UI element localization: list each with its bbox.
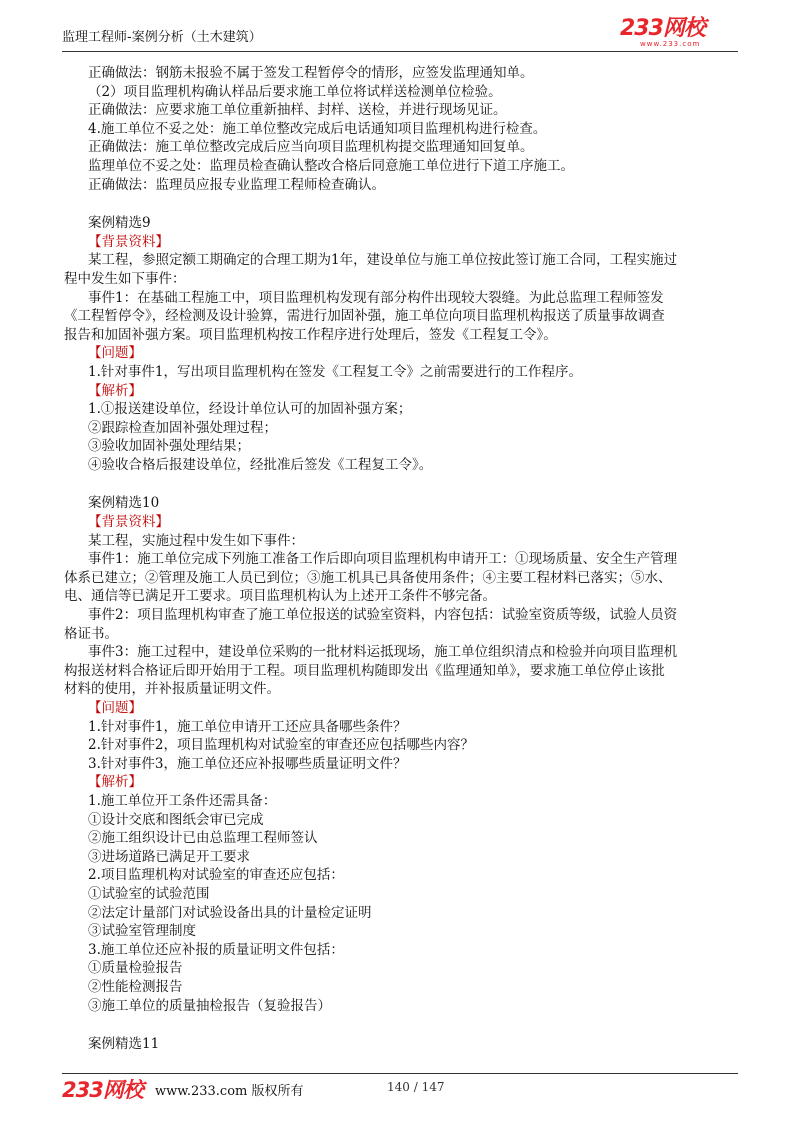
text-line: ②跟踪检查加固补强处理过程； [88, 419, 277, 436]
text-line: 正确做法：应要求施工单位重新抽样、封样、送检，并进行现场见证。 [88, 102, 507, 119]
text-line: 正确做法：监理员应报专业监理工程师检查确认。 [88, 176, 385, 193]
section-tag: 【解析】 [88, 774, 142, 791]
case-heading: 案例精选10 [88, 495, 160, 512]
paragraph-continuation: 格证书。 [64, 625, 118, 642]
text-line: 2.项目监理机构对试验室的审查还应包括： [88, 867, 344, 884]
section-tag: 【背景资料】 [88, 233, 169, 250]
text-line: 1.施工单位开工条件还需具备： [88, 792, 277, 809]
paragraph-continuation: 电、通信等已满足开工要求。项目监理机构认为上述开工条件不够完备。 [64, 588, 496, 605]
paragraph-continuation: 材料的使用，并补报质量证明文件。 [64, 681, 280, 698]
paragraph-line: 事件2：项目监理机构审查了施工单位报送的试验室资料，内容包括：试验室资质等级，试验人员资 [88, 607, 678, 624]
text-line: 4.施工单位不妥之处：施工单位整改完成后电话通知项目监理机构进行检查。 [88, 120, 547, 137]
text-line: ①质量检验报告 [88, 960, 183, 977]
text-line: （2）项目监理机构确认样品后要求施工单位将试样送检测单位检验。 [88, 83, 502, 100]
brand-logo-text: 233网校 [620, 16, 705, 41]
text-line: ③施工单位的质量抽检报告（复验报告） [88, 997, 331, 1014]
text-line: ①设计交底和图纸会审已完成 [88, 811, 264, 828]
text-line: 1.①报送建设单位，经设计单位认可的加固补强方案； [88, 401, 412, 418]
text-line: ②施工组织设计已由总监理工程师签认 [88, 830, 318, 847]
text-line: ②性能检测报告 [88, 978, 183, 995]
text-line: ③试验室管理制度 [88, 923, 196, 940]
text-line: ④验收合格后报建设单位，经批准后签发《工程复工令》。 [88, 456, 433, 473]
text-line: 3.施工单位还应补报的质量证明文件包括： [88, 941, 344, 958]
brand-logo [620, 18, 748, 48]
header-divider [62, 51, 738, 52]
text-line: 正确做法：施工单位整改完成后应当向项目监理机构提交监理通知回复单。 [88, 139, 534, 156]
section-tag: 【问题】 [88, 700, 142, 716]
section-tag: 【解析】 [88, 382, 142, 399]
case-heading: 案例精选11 [88, 1036, 160, 1053]
paragraph-continuation: 构报送材料合格证后即开始用于工程。项目监理机构随即发出《监理通知单》，要求施工单位停止该批 [64, 662, 665, 679]
case-heading: 案例精选9 [88, 215, 151, 232]
text-line: ③验收加固补强处理结果； [88, 438, 250, 455]
footer-divider [62, 1073, 738, 1074]
paragraph-line: 某工程，参照定额工期确定的合理工期为1年，建设单位与施工单位按此签订施工合同，工程实施过 [88, 252, 678, 269]
paragraph-line: 事件1：在基础工程施工中，项目监理机构发现有部分构件出现较大裂缝。为此总监理工程师签发 [88, 289, 664, 306]
paragraph-gap [88, 1015, 743, 1035]
page-number: 140 / 147 [387, 1080, 445, 1094]
paragraph-line: 某工程，实施过程中发生如下事件： [88, 532, 304, 549]
text-line: ③进场道路已满足开工要求 [88, 848, 250, 865]
footer-logo: 233网校 [62, 1078, 143, 1102]
text-line: 1.针对事件1，施工单位申请开工还应具备哪些条件？ [88, 718, 407, 735]
paragraph-gap [88, 194, 743, 214]
paragraph-line: 事件1：施工单位完成下列施工准备工作后即向项目监理机构申请开工：①现场质量、安全生产管理 [88, 551, 678, 568]
document-body [64, 64, 743, 1054]
section-tag: 【问题】 [88, 345, 142, 362]
paragraph-continuation: 程中发生如下事件： [64, 270, 186, 287]
paragraph-gap [88, 474, 743, 494]
paragraph-line: 事件3：施工过程中，建设单位采购的一批材料运抵现场，施工单位组织清点和检验并向项目监理机 [88, 644, 678, 661]
footer-copyright: www.233.com 版权所有 [155, 1084, 304, 1099]
paragraph-continuation: 《工程暂停令》，经检测及设计验算，需进行加固补强，施工单位向项目监理机构报送了质量事故调查 [64, 308, 665, 325]
text-line: ①试验室的试验范围 [88, 885, 210, 902]
paragraph-continuation: 报告和加固补强方案。项目监理机构按工作程序进行处理后，签发《工程复工令》。 [64, 326, 557, 343]
paragraph-continuation: 体系已建立；②管理及施工人员已到位；③施工机具已具备使用条件；④主要工程材料已落实；⑤水、 [64, 569, 672, 586]
brand-logo-url: www.233.com [640, 40, 701, 48]
text-line: 监理单位不妥之处：监理员检查确认整改合格后同意施工单位进行下道工序施工。 [88, 157, 574, 174]
section-tag: 【背景资料】 [88, 514, 169, 531]
text-line: 2.针对事件2，项目监理机构对试验室的审查还应包括哪些内容？ [88, 737, 474, 754]
page-header-title: 监理工程师-案例分析（土木建筑） [62, 30, 262, 45]
text-line: ②法定计量部门对试验设备出具的计量检定证明 [88, 904, 372, 921]
text-line: 3.针对事件3，施工单位还应补报哪些质量证明文件？ [88, 755, 407, 772]
text-line: 正确做法：钢筋未报验不属于签发工程暂停令的情形，应签发监理通知单。 [88, 65, 534, 81]
text-line: 1.针对事件1，写出项目监理机构在签发《工程复工令》之前需要进行的工作程序。 [88, 363, 582, 380]
